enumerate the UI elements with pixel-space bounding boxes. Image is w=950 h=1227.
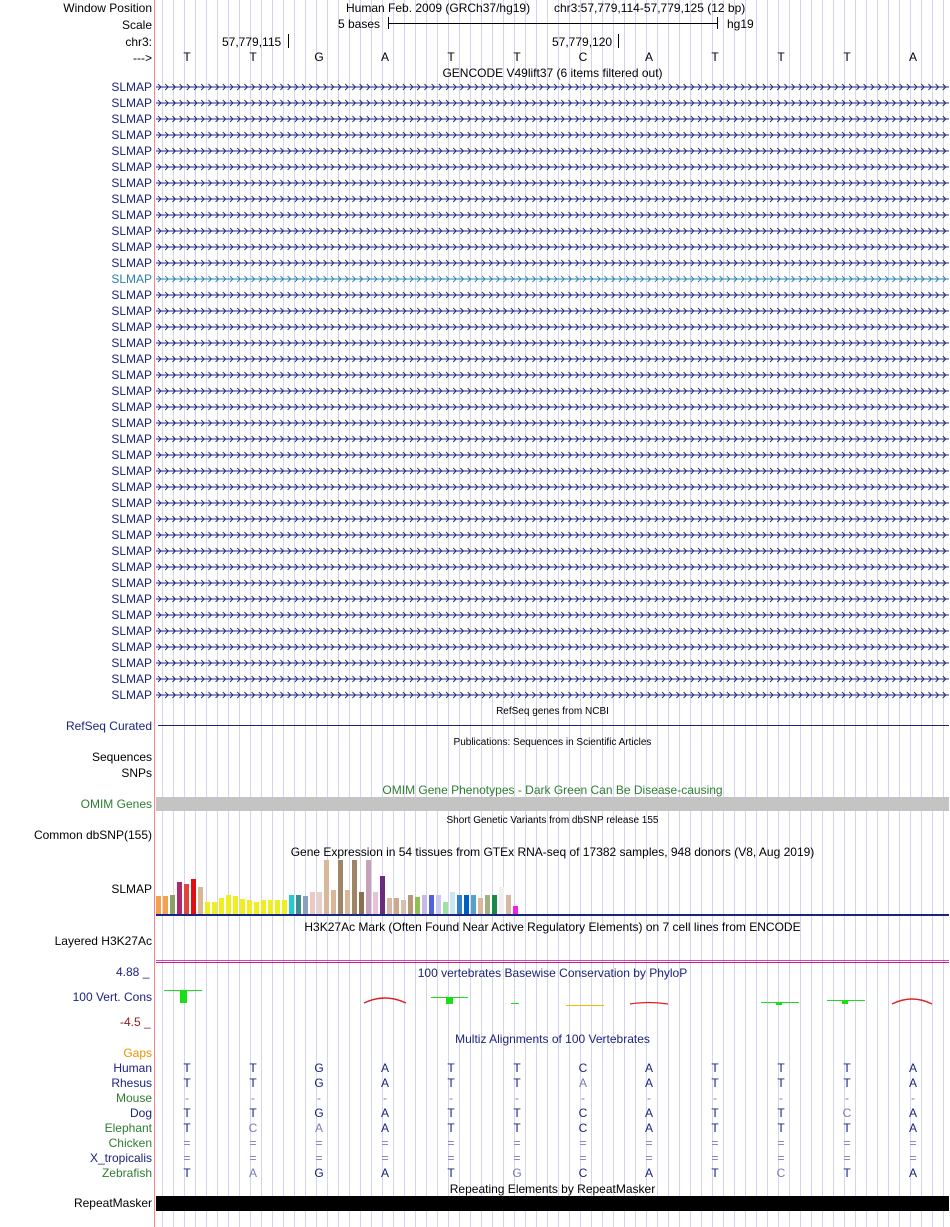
gencode-gene-label[interactable]: SLMAP (111, 432, 152, 446)
multiz-base: T (843, 1076, 851, 1090)
multiz-base: - (713, 1091, 717, 1105)
multiz-base: A (644, 1106, 653, 1120)
phylop-mark (446, 997, 453, 1004)
phylop-label[interactable]: 100 Vert. Cons (72, 990, 152, 1004)
multiz-base: C (776, 1166, 786, 1180)
gencode-transcript[interactable] (156, 407, 949, 408)
base-letter: T (183, 50, 191, 64)
chrom-label: chr3: (125, 35, 152, 49)
multiz-base: G (314, 1076, 324, 1090)
gtex-tissue-bar[interactable] (156, 896, 161, 914)
gencode-transcript[interactable] (156, 663, 949, 664)
multiz-base: = (579, 1151, 587, 1165)
gtex-tissue-bar[interactable] (254, 902, 259, 914)
multiz-base: = (249, 1136, 257, 1150)
gencode-transcript[interactable] (156, 183, 949, 184)
gencode-gene-label[interactable]: SLMAP (111, 384, 152, 398)
multiz-base: = (711, 1136, 719, 1150)
multiz-base: T (777, 1061, 785, 1075)
base-letter: A (644, 50, 653, 64)
multiz-base: T (711, 1061, 719, 1075)
h3k27ac-line-1 (156, 960, 949, 961)
gencode-transcript[interactable] (156, 519, 949, 520)
multiz-base: A (380, 1106, 389, 1120)
gencode-transcript[interactable] (156, 167, 949, 168)
multiz-base: = (711, 1151, 719, 1165)
gencode-transcript[interactable] (156, 359, 949, 360)
phylop-mark (566, 1005, 604, 1006)
gencode-gene-label[interactable]: SLMAP (111, 208, 152, 222)
repeatmasker-label[interactable]: RepeatMasker (73, 1196, 152, 1210)
gencode-transcript[interactable] (156, 199, 949, 200)
gencode-transcript[interactable] (156, 343, 949, 344)
gtex-tissue-bar[interactable] (464, 895, 469, 914)
gencode-transcript[interactable] (156, 295, 949, 296)
gencode-transcript[interactable] (156, 455, 949, 456)
gencode-gene-label[interactable]: SLMAP (111, 672, 152, 686)
multiz-base: = (381, 1151, 389, 1165)
gtex-tissue-bar[interactable] (492, 895, 497, 914)
gencode-transcript[interactable] (156, 631, 949, 632)
gtex-tissue-bar[interactable] (506, 895, 511, 914)
gencode-gene-label[interactable]: SLMAP (111, 352, 152, 366)
gencode-gene-label[interactable]: SLMAP (111, 80, 152, 94)
gtex-tissue-bar[interactable] (275, 900, 280, 914)
gencode-gene-label[interactable]: SLMAP (111, 176, 152, 190)
gtex-tissue-bar[interactable] (394, 898, 399, 914)
multiz-species-label[interactable]: X_tropicalis (89, 1151, 152, 1165)
gencode-transcript[interactable] (156, 647, 949, 648)
gtex-tissue-bar[interactable] (240, 899, 245, 914)
base-letter: G (314, 50, 324, 64)
gtex-tissue-bar[interactable] (513, 906, 518, 914)
gencode-gene-label[interactable]: SLMAP (111, 160, 152, 174)
scale-bar (388, 17, 718, 31)
omim-feature-bar[interactable] (156, 797, 949, 811)
gtex-tissue-bar[interactable] (289, 895, 294, 914)
multiz-base: T (447, 1121, 455, 1135)
multiz-base: T (447, 1061, 455, 1075)
multiz-base: A (380, 1061, 389, 1075)
multiz-base: T (711, 1121, 719, 1135)
multiz-base: = (909, 1136, 917, 1150)
multiz-base: T (513, 1076, 521, 1090)
multiz-base: T (447, 1076, 455, 1090)
gencode-gene-label[interactable]: SLMAP (111, 544, 152, 558)
multiz-base: - (911, 1091, 915, 1105)
gencode-gene-label[interactable]: SLMAP (111, 688, 152, 702)
gencode-gene-label[interactable]: SLMAP (111, 112, 152, 126)
publications-title[interactable]: Publications: Sequences in Scientific Articles (453, 737, 652, 748)
gencode-gene-label[interactable]: SLMAP (111, 640, 152, 654)
multiz-base: A (908, 1061, 917, 1075)
multiz-base: A (380, 1121, 389, 1135)
multiz-base: A (644, 1061, 653, 1075)
gtex-tissue-bar[interactable] (247, 900, 252, 914)
h3k27ac-label[interactable]: Layered H3K27Ac (54, 934, 152, 948)
multiz-base: = (183, 1136, 191, 1150)
multiz-base: - (383, 1091, 387, 1105)
refseq-title[interactable]: RefSeq genes from NCBI (496, 706, 609, 717)
multiz-base: T (777, 1121, 785, 1135)
multiz-base: C (578, 1061, 588, 1075)
gencode-gene-label[interactable]: SLMAP (111, 656, 152, 670)
multiz-species-label[interactable]: Elephant (104, 1121, 152, 1135)
gtex-tissue-bar[interactable] (233, 896, 238, 914)
multiz-base: = (645, 1151, 653, 1165)
gtex-tissue-bar[interactable] (373, 892, 378, 914)
gencode-transcript[interactable] (156, 471, 949, 472)
gencode-gene-label[interactable]: SLMAP (111, 240, 152, 254)
multiz-base: - (185, 1091, 189, 1105)
multiz-base: = (777, 1151, 785, 1165)
multiz-base: A (644, 1166, 653, 1180)
multiz-base: A (644, 1121, 653, 1135)
gtex-tissue-bar[interactable] (331, 890, 336, 914)
multiz-base: = (513, 1136, 521, 1150)
gencode-gene-label[interactable]: SLMAP (111, 576, 152, 590)
multiz-base: T (843, 1061, 851, 1075)
scale-text: 5 bases (338, 17, 381, 31)
multiz-base: C (248, 1121, 258, 1135)
gencode-gene-label[interactable]: SLMAP (111, 304, 152, 318)
multiz-gaps-label: Gaps (123, 1046, 152, 1060)
gencode-gene-label[interactable]: SLMAP (111, 288, 152, 302)
multiz-base: = (843, 1151, 851, 1165)
multiz-base: C (842, 1106, 852, 1120)
gencode-transcript[interactable] (156, 215, 949, 216)
gencode-title[interactable]: GENCODE V49lift37 (6 items filtered out) (442, 66, 663, 80)
gencode-gene-label[interactable]: SLMAP (111, 608, 152, 622)
gtex-tissue-bar[interactable] (296, 895, 301, 914)
gencode-gene-label[interactable]: SLMAP (111, 192, 152, 206)
multiz-base: A (380, 1076, 389, 1090)
gtex-tissue-bar[interactable] (352, 860, 357, 914)
gtex-tissue-bar[interactable] (184, 884, 189, 914)
gtex-tissue-bar[interactable] (177, 882, 182, 914)
gencode-gene-label[interactable]: SLMAP (111, 128, 152, 142)
multiz-base: A (908, 1076, 917, 1090)
multiz-base: = (777, 1136, 785, 1150)
gencode-transcript[interactable] (156, 263, 949, 264)
multiz-base: - (581, 1091, 585, 1105)
multiz-species-label[interactable]: Dog (129, 1106, 152, 1120)
multiz-base: - (779, 1091, 783, 1105)
gencode-transcript[interactable] (156, 679, 949, 680)
gencode-gene-label[interactable]: SLMAP (111, 448, 152, 462)
repeatmasker-feature-bar[interactable] (156, 1196, 949, 1211)
gencode-transcript[interactable] (156, 391, 949, 392)
gtex-tissue-bar[interactable] (485, 895, 490, 914)
gencode-transcript[interactable] (156, 535, 949, 536)
gtex-tissue-bar[interactable] (387, 898, 392, 914)
dbsnp-title[interactable]: Short Genetic Variants from dbSNP release 155 (446, 815, 659, 826)
multiz-base: - (647, 1091, 651, 1105)
phylop-mark (180, 990, 187, 1003)
gencode-gene-label[interactable]: SLMAP (111, 480, 152, 494)
gtex-tissue-bar[interactable] (366, 860, 371, 914)
gencode-gene-label[interactable]: SLMAP (111, 624, 152, 638)
gencode-transcript[interactable] (156, 247, 949, 248)
gencode-transcript[interactable] (156, 423, 949, 424)
gencode-transcript[interactable] (156, 599, 949, 600)
gtex-tissue-bar[interactable] (170, 895, 175, 914)
h3k27ac-title[interactable]: H3K27Ac Mark (Often Found Near Active Regulatory Elements) on 7 cell lines from ENCODE (304, 920, 801, 934)
gencode-gene-label[interactable]: SLMAP (111, 336, 152, 350)
multiz-base: T (711, 1076, 719, 1090)
base-letter: A (380, 50, 389, 64)
window-position-label: Window Position (63, 1, 152, 15)
multiz-base: = (381, 1136, 389, 1150)
multiz-species-label[interactable]: Chicken (108, 1136, 152, 1150)
gtex-tissue-bar[interactable] (198, 887, 203, 914)
multiz-base: - (845, 1091, 849, 1105)
gtex-tissue-bar[interactable] (338, 860, 343, 914)
gtex-tissue-bar[interactable] (191, 879, 196, 914)
base-letter: T (447, 50, 455, 64)
multiz-base: - (251, 1091, 255, 1105)
multiz-base: A (248, 1166, 257, 1180)
multiz-base: T (183, 1121, 191, 1135)
coord-right-tick (618, 34, 619, 48)
multiz-base: T (513, 1061, 521, 1075)
base-letter: T (513, 50, 521, 64)
gencode-gene-label[interactable]: SLMAP (111, 224, 152, 238)
gencode-gene-label[interactable]: SLMAP (111, 416, 152, 430)
multiz-base: T (843, 1166, 851, 1180)
multiz-species-label[interactable]: Rhesus (111, 1076, 152, 1090)
gtex-tissue-bar[interactable] (226, 895, 231, 914)
multiz-base: T (777, 1076, 785, 1090)
refseq-gene-line[interactable] (158, 725, 949, 726)
gtex-tissue-bar[interactable] (219, 898, 224, 914)
multiz-species-label[interactable]: Mouse (115, 1091, 152, 1105)
gencode-gene-label[interactable]: SLMAP (111, 320, 152, 334)
gtex-tissue-bar[interactable] (268, 900, 273, 914)
multiz-base: C (578, 1121, 588, 1135)
base-letter: A (908, 50, 917, 64)
publications-label-sequences[interactable]: Sequences (91, 750, 152, 764)
multiz-base: T (843, 1121, 851, 1135)
gtex-tissue-bar[interactable] (310, 892, 315, 914)
gencode-gene-label[interactable]: SLMAP (111, 464, 152, 478)
gencode-gene-label[interactable]: SLMAP (111, 592, 152, 606)
base-letter: T (711, 50, 719, 64)
phylop-ymin: -4.5 _ (120, 1015, 151, 1029)
phylop-plot[interactable] (156, 984, 949, 1010)
multiz-base: C (578, 1106, 588, 1120)
gtex-tissue-bar[interactable] (205, 902, 210, 914)
omim-title[interactable]: OMIM Gene Phenotypes - Dark Green Can Be Disease-causing (382, 783, 723, 797)
gtex-title[interactable]: Gene Expression in 54 tissues from GTEx RNA-seq of 17382 samples, 948 donors (V8, Aug 2019) (290, 845, 815, 859)
omim-label[interactable]: OMIM Genes (80, 797, 152, 811)
gtex-tissue-bar[interactable] (303, 896, 308, 914)
gtex-tissue-bar[interactable] (499, 887, 504, 914)
multiz-base: = (843, 1136, 851, 1150)
gencode-transcript[interactable] (156, 151, 949, 152)
multiz-base: T (513, 1106, 521, 1120)
multiz-base: T (249, 1076, 257, 1090)
gencode-transcript[interactable] (156, 87, 949, 88)
gtex-tissue-bar[interactable] (408, 895, 413, 914)
gencode-transcript[interactable] (156, 567, 949, 568)
base-letter: T (249, 50, 257, 64)
gencode-transcript[interactable] (156, 375, 949, 376)
phylop-mark (892, 999, 932, 1004)
multiz-base: - (317, 1091, 321, 1105)
gencode-gene-label[interactable]: SLMAP (111, 496, 152, 510)
multiz-base: = (579, 1136, 587, 1150)
gencode-gene-label[interactable]: SLMAP (111, 560, 152, 574)
gtex-tissue-bar[interactable] (422, 895, 427, 914)
base-letter: C (578, 50, 588, 64)
gtex-tissue-bar[interactable] (415, 897, 420, 914)
gtex-bar-chart[interactable] (156, 860, 536, 915)
gencode-transcript[interactable] (156, 231, 949, 232)
multiz-base: T (447, 1106, 455, 1120)
multiz-base: A (578, 1076, 587, 1090)
assembly-title: Human Feb. 2009 (GRCh37/hg19) (346, 1, 531, 15)
scale-label: Scale (121, 18, 152, 32)
coord-left-tick (288, 34, 289, 48)
phylop-ymax: 4.88 _ (116, 965, 150, 979)
multiz-base: = (315, 1136, 323, 1150)
gencode-gene-label[interactable]: SLMAP (111, 368, 152, 382)
multiz-base: T (711, 1166, 719, 1180)
refseq-label[interactable]: RefSeq Curated (65, 719, 152, 733)
h3k27ac-line-2 (156, 962, 949, 963)
gtex-tissue-bar[interactable] (212, 902, 217, 914)
gtex-tissue-bar[interactable] (471, 895, 476, 914)
gencode-transcript[interactable] (156, 551, 949, 552)
multiz-base: T (183, 1166, 191, 1180)
multiz-base: T (249, 1106, 257, 1120)
multiz-base: = (315, 1151, 323, 1165)
gtex-tissue-bar[interactable] (436, 895, 441, 914)
multiz-base: T (183, 1061, 191, 1075)
gtex-tissue-bar[interactable] (457, 895, 462, 914)
gencode-gene-label[interactable]: SLMAP (111, 272, 152, 286)
gtex-tissue-bar[interactable] (401, 900, 406, 914)
multiz-base: A (644, 1076, 653, 1090)
gencode-transcript[interactable] (156, 695, 949, 696)
gtex-tissue-bar[interactable] (324, 860, 329, 914)
gtex-tissue-bar[interactable] (450, 892, 455, 914)
db-text: hg19 (727, 17, 754, 31)
gencode-transcript[interactable] (156, 487, 949, 488)
strand-label: ---> (133, 51, 152, 65)
multiz-base: = (645, 1136, 653, 1150)
gtex-tissue-bar[interactable] (380, 876, 385, 914)
phylop-mark (364, 998, 406, 1003)
gencode-transcript[interactable] (156, 583, 949, 584)
base-letter: T (777, 50, 785, 64)
phylop-mark (776, 1002, 782, 1005)
gtex-tissue-bar[interactable] (429, 895, 434, 914)
gencode-transcript[interactable] (156, 311, 949, 312)
gencode-transcript[interactable] (156, 119, 949, 120)
gtex-tissue-bar[interactable] (345, 890, 350, 914)
multiz-base: G (512, 1166, 522, 1180)
gencode-transcript[interactable] (156, 103, 949, 104)
phylop-mark (842, 1000, 848, 1004)
gtex-tissue-bar[interactable] (317, 892, 322, 914)
coord-left: 57,779,115 (222, 35, 282, 49)
multiz-base: = (513, 1151, 521, 1165)
gtex-tissue-bar[interactable] (163, 896, 168, 914)
phylop-mark (511, 1003, 519, 1004)
multiz-base: A (908, 1121, 917, 1135)
multiz-base: A (380, 1166, 389, 1180)
gtex-baseline (156, 914, 949, 916)
gencode-gene-label[interactable]: SLMAP (111, 512, 152, 526)
gtex-tissue-bar[interactable] (261, 900, 266, 914)
multiz-species-label[interactable]: Human (113, 1061, 152, 1075)
multiz-base: A (908, 1106, 917, 1120)
multiz-base: T (513, 1121, 521, 1135)
position-readout[interactable]: chr3:57,779,114-57,779,125 (12 bp) (554, 1, 746, 15)
multiz-base: G (314, 1061, 324, 1075)
multiz-base: = (183, 1151, 191, 1165)
multiz-base: C (578, 1166, 588, 1180)
repeatmasker-title[interactable]: Repeating Elements by RepeatMasker (449, 1182, 656, 1196)
multiz-base: G (314, 1166, 324, 1180)
multiz-base: = (447, 1136, 455, 1150)
publications-label-snps[interactable]: SNPs (121, 766, 152, 780)
gtex-tissue-bar[interactable] (359, 892, 364, 914)
coord-right: 57,779,120 (552, 35, 613, 49)
multiz-title[interactable]: Multiz Alignments of 100 Vertebrates (455, 1032, 650, 1046)
gencode-gene-label[interactable]: SLMAP (111, 256, 152, 270)
gencode-transcript[interactable] (156, 615, 949, 616)
gencode-transcript[interactable] (156, 279, 949, 280)
multiz-base: T (447, 1166, 455, 1180)
gencode-gene-label[interactable]: SLMAP (111, 96, 152, 110)
multiz-base: T (183, 1106, 191, 1120)
gencode-gene-label[interactable]: SLMAP (111, 400, 152, 414)
phylop-title[interactable]: 100 vertebrates Basewise Conservation by PhyloP (417, 966, 688, 980)
base-letter: T (843, 50, 851, 64)
gencode-gene-label[interactable]: SLMAP (111, 144, 152, 158)
multiz-base: T (183, 1076, 191, 1090)
gencode-transcript[interactable] (156, 503, 949, 504)
multiz-base: - (515, 1091, 519, 1105)
multiz-base: T (249, 1061, 257, 1075)
multiz-species-label[interactable]: Zebrafish (101, 1166, 152, 1180)
gencode-transcript[interactable] (156, 327, 949, 328)
gtex-tissue-bar[interactable] (478, 898, 483, 914)
gencode-gene-label[interactable]: SLMAP (111, 528, 152, 542)
multiz-base: G (314, 1106, 324, 1120)
gtex-tissue-bar[interactable] (282, 900, 287, 914)
phylop-mark (630, 1003, 668, 1005)
multiz-base: - (449, 1091, 453, 1105)
gencode-transcript[interactable] (156, 135, 949, 136)
gencode-transcript[interactable] (156, 439, 949, 440)
multiz-base: = (447, 1151, 455, 1165)
dbsnp-label[interactable]: Common dbSNP(155) (33, 828, 152, 842)
multiz-base: = (249, 1151, 257, 1165)
gtex-label[interactable]: SLMAP (111, 882, 152, 896)
multiz-base: = (909, 1151, 917, 1165)
multiz-base: A (314, 1121, 323, 1135)
gtex-tissue-bar[interactable] (443, 902, 448, 914)
multiz-base: A (908, 1166, 917, 1180)
multiz-base: T (711, 1106, 719, 1120)
multiz-base: T (777, 1106, 785, 1120)
